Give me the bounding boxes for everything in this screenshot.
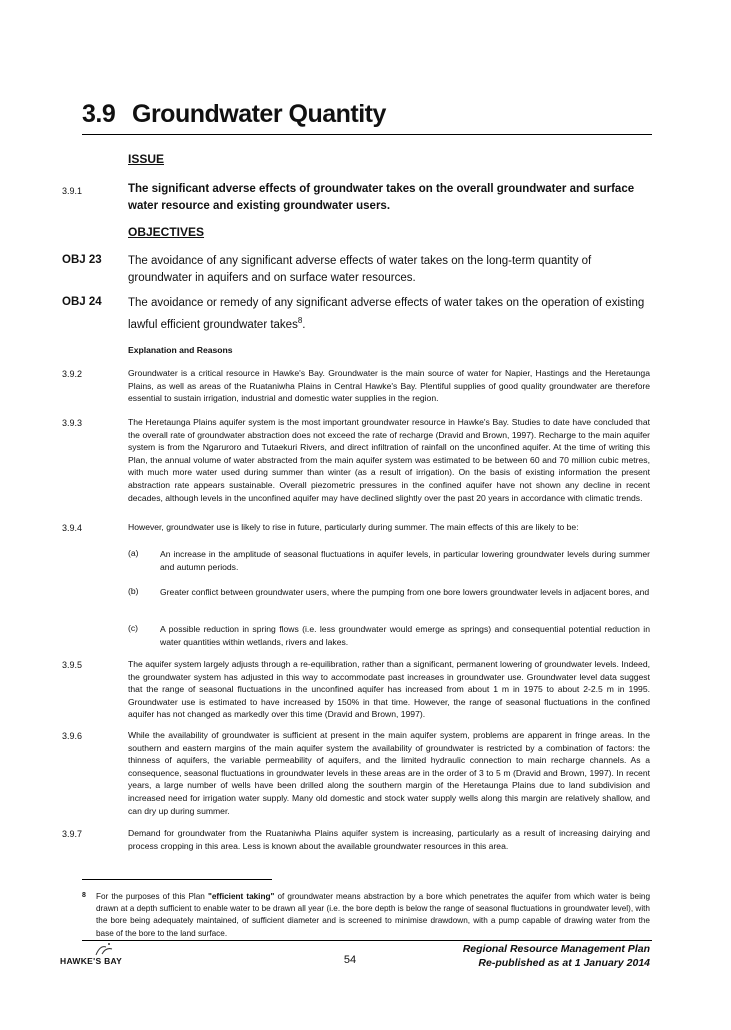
effect-label: (b) xyxy=(128,586,139,596)
footnote-mark: 8 xyxy=(82,892,86,899)
section-number: 3.9 xyxy=(82,100,116,128)
paragraph-number: 3.9.5 xyxy=(62,660,83,670)
logo-mark-icon xyxy=(88,941,128,957)
issue-number: 3.9.1 xyxy=(62,186,83,196)
effect-label: (c) xyxy=(128,623,139,633)
effect-text: An increase in the amplitude of seasonal fluctuations in aquifer levels, in particular lowering groundwater levels during summer and autumn periods. xyxy=(160,549,650,572)
paragraph-text: The aquifer system largely adjusts through a re-equilibration, rather than a significant, permanent lowering of groundwater levels. Indeed, the groundwater system has adjusted in this way to accommodate past increases in groundwater use. Groundwater level data suggest that the range of seasonal fluctuations in the unconfined aquifer has increased from about 1 m in 1975 to about 2-2.5 m in 1995. Groundwater use is estimated to have increased by 150% in that time. However, the range of seasonal fluctuations in the confined aquifer has not changed as markedly over this time (Dravid and Brown, 1997). xyxy=(128,659,650,720)
paragraph-text: However, groundwater use is likely to rise in future, particularly during summer. The main effects of this are likely to be: xyxy=(128,522,579,532)
section-heading: Groundwater Quantity xyxy=(132,100,386,128)
issue-text: The significant adverse effects of groundwater takes on the overall groundwater and surface water resource and existing groundwater users. xyxy=(128,183,635,212)
section-title xyxy=(82,100,650,129)
footnote-text xyxy=(96,891,650,940)
logo-text: HAWKE'S BAY xyxy=(60,956,123,966)
paragraph-number: 3.9.3 xyxy=(62,418,83,428)
hawkes-bay-logo xyxy=(60,941,130,967)
paragraph-text: While the availability of groundwater is sufficient at present in the main aquifer system, problems are apparent in fringe areas. In the southern and eastern margins of the main aquifer system the availability of groundwater is restricted by a combination of factors: the thinness of aquifers, the variable permeability of aquifers, and the limited hydraulic connection to main recharge channels. As a consequence, seasonal fluctuations in groundwater levels in these areas are in the order of 3 to 5 m (Dravid and Brown, 1997). In recent years, a large number of wells have been drilled along the southern margin of the Heretaunga Plains due to land subdivision and increased need for irrigation water supply. Many old domestic and stock water supply wells along this margin are relatively shallow, and can dry up during summer. xyxy=(128,730,650,816)
footnote-separator xyxy=(82,879,272,880)
objective-text xyxy=(128,295,650,334)
paragraph-number: 3.9.7 xyxy=(62,829,83,839)
paragraph-text: The Heretaunga Plains aquifer system is the most important groundwater resource in Hawke's Bay. Studies to date have concluded that the overall rate of groundwater abstraction does not exceed the rate of recharge (Dravid and Brown, 1997). Recharge to the main aquifer system is from the Ngaruroro and Tutaekuri Rivers, and direct infiltration of rainfall on the unconfined aquifer. At the time of writing this Plan, the annual volume of water abstracted from the main aquifer system was estimated to be between 60 and 70 million cubic metres, with much more water used during summer than winter (as a result of irrigation). On the basis of existing information the present abstraction rate appears sustainable. Overall piezometric pressures in the confined aquifer have not shown any decline in recent decades, although levels in the unconfined aquifer may have declined slightly over the past 20 years in accordance with climatic trends. xyxy=(128,417,650,503)
objective-label: OBJ 23 xyxy=(62,254,102,266)
issue-heading: ISSUE xyxy=(128,152,165,166)
objective-text-end: . xyxy=(302,318,306,331)
page-number: 54 xyxy=(343,954,357,966)
footnote-post: of groundwater means abstraction by a bore which penetrates the aquifer from which water is being drawn at a depth sufficient to enable water to be drawn all year (i.e. the bore depth is below the range of seasonal fluctuations in groundwater level), with the bore being adequately maintained, of sufficient diameter and is screened to minimise drawdown, with a pump capable of drawing water from the base of the bore to the land surface. xyxy=(96,892,651,938)
explanation-heading: Explanation and Reasons xyxy=(128,345,233,355)
paragraph-text: Groundwater is a critical resource in Hawke's Bay. Groundwater is the main source of water for Napier, Hastings and the Heretaunga Plains, as well as areas of the Ruataniwha Plains in Central Hawke's Bay. Plentiful supplies of good quality groundwater are therefore essential to sustain irrigation, industrial and domestic water supplies in the region. xyxy=(128,368,650,404)
objective-text-body: The avoidance or remedy of any significant adverse effects of water takes on the operation of existing lawful efficient groundwater takes xyxy=(128,297,645,331)
objective-label: OBJ 24 xyxy=(62,296,102,308)
footnote-ref[interactable]: 8 xyxy=(297,316,303,325)
footnote-term: "efficient taking" xyxy=(207,892,275,901)
plan-title: Regional Resource Management Plan xyxy=(462,943,650,955)
effect-label: (a) xyxy=(128,548,139,558)
footer-rule xyxy=(82,940,652,941)
effect-text: A possible reduction in spring flows (i.e. less groundwater would emerge as springs) and consequential potential reduction in water quantities within wetlands, rivers and lakes. xyxy=(160,624,650,647)
title-rule xyxy=(82,134,652,135)
objective-text: The avoidance of any significant adverse effects of water takes on the long-term quantity of groundwater in aquifers and on surface water resources. xyxy=(128,255,592,284)
paragraph-text: Demand for groundwater from the Ruataniwha Plains aquifer system is increasing, particularly as a result of increasing dairying and process cropping in this area. Less is known about the available groundwater resources in this area. xyxy=(128,828,650,851)
paragraph-number: 3.9.4 xyxy=(62,523,83,533)
objectives-heading: OBJECTIVES xyxy=(128,225,205,239)
paragraph-number: 3.9.6 xyxy=(62,731,83,741)
paragraph-number: 3.9.2 xyxy=(62,369,83,379)
footnote-pre: For the purposes of this Plan xyxy=(96,892,208,901)
effect-text: Greater conflict between groundwater users, where the pumping from one bore lowers groundwater levels in adjacent bores, and xyxy=(160,587,650,597)
published-date: Re-published as at 1 January 2014 xyxy=(478,957,650,969)
